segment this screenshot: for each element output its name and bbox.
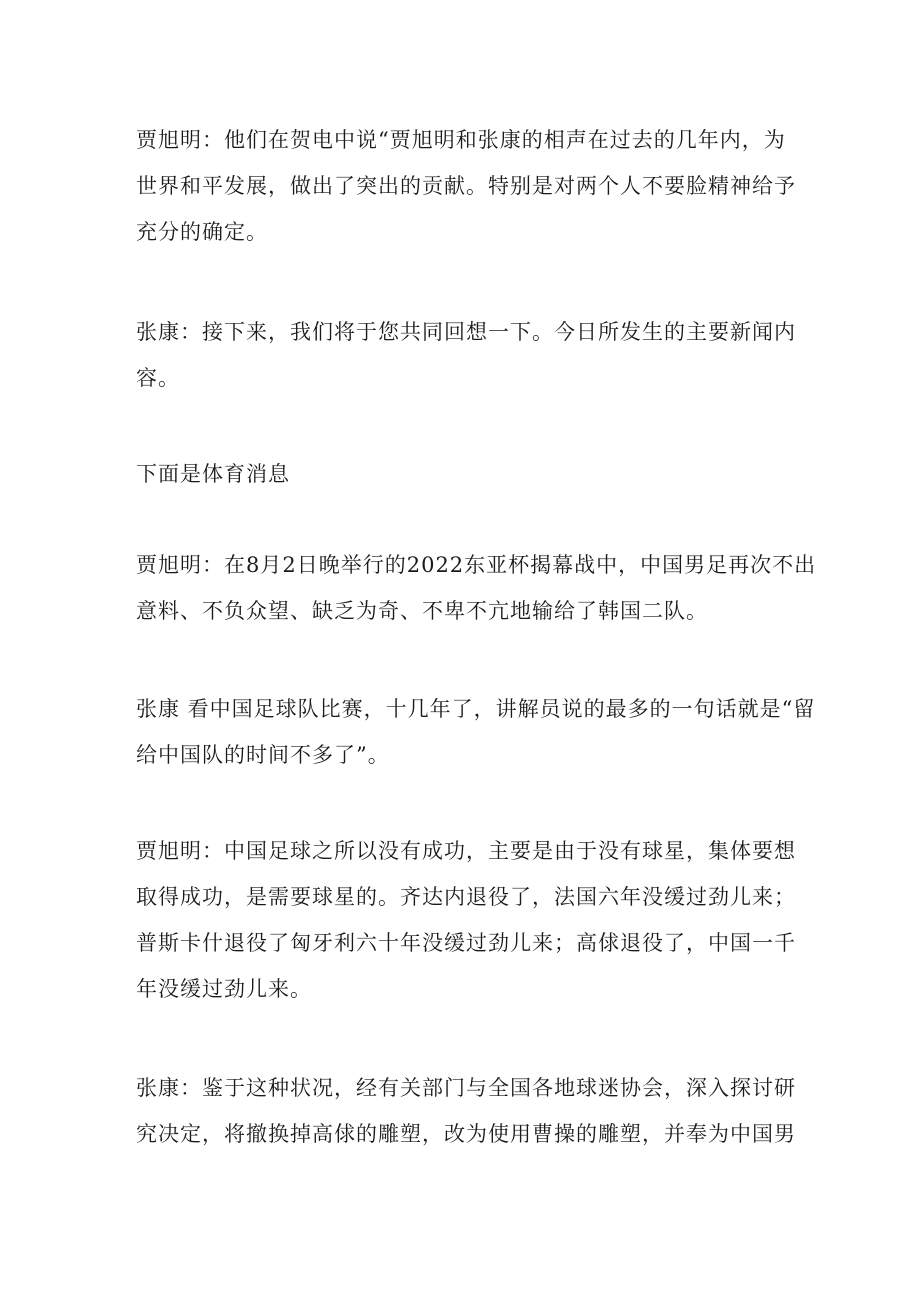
text-line: 容。	[136, 366, 180, 390]
text-line: 贾旭明：在8月2日晚举行的2022东亚杯揭幕战中，中国男足再次不出	[136, 553, 817, 577]
text-line: 张康 看中国足球队比赛，十几年了，讲解员说的最多的一句话就是“留	[136, 697, 816, 721]
text-line: 究决定，将撤换掉高俅的雕塑，改为使用曹操的雕塑，并奉为中国男	[136, 1122, 796, 1146]
paragraph-7	[136, 1065, 796, 1157]
text-line: 普斯卡什退役了匈牙利六十年没缓过劲儿来；高俅退役了，中国一千	[136, 931, 796, 955]
text-line: 张康：鉴于这种状况，经有关部门与全国各地球迷协会，深入探讨研	[136, 1076, 796, 1100]
paragraph-6	[136, 828, 796, 1012]
paragraph-4	[136, 542, 817, 634]
text-line: 贾旭明：他们在贺电中说“贾旭明和张康的相声在过去的几年内，为	[136, 128, 786, 152]
text-line: 贾旭明：中国足球之所以没有成功，主要是由于没有球星，集体要想	[136, 839, 796, 863]
paragraph-1	[136, 117, 796, 255]
text-line: 取得成功，是需要球星的。齐达内退役了，法国六年没缓过劲儿来；	[136, 885, 796, 909]
text-line: 世界和平发展，做出了突出的贡献。特别是对两个人不要脸精神给予	[136, 174, 796, 198]
text-line: 充分的确定。	[136, 220, 268, 244]
text-line: 张康：接下来，我们将于您共同回想一下。今日所发生的主要新闻内	[136, 320, 796, 344]
text-line: 年没缓过劲儿来。	[136, 977, 312, 1001]
paragraph-3-heading	[136, 451, 786, 497]
text-line: 下面是体育消息	[136, 462, 290, 486]
text-line: 意料、不负众望、缺乏为奇、不卑不亢地输给了韩国二队。	[136, 599, 708, 623]
paragraph-2	[136, 309, 796, 401]
paragraph-5	[136, 686, 816, 778]
text-line: 给中国队的时间不多了”。	[136, 743, 390, 767]
